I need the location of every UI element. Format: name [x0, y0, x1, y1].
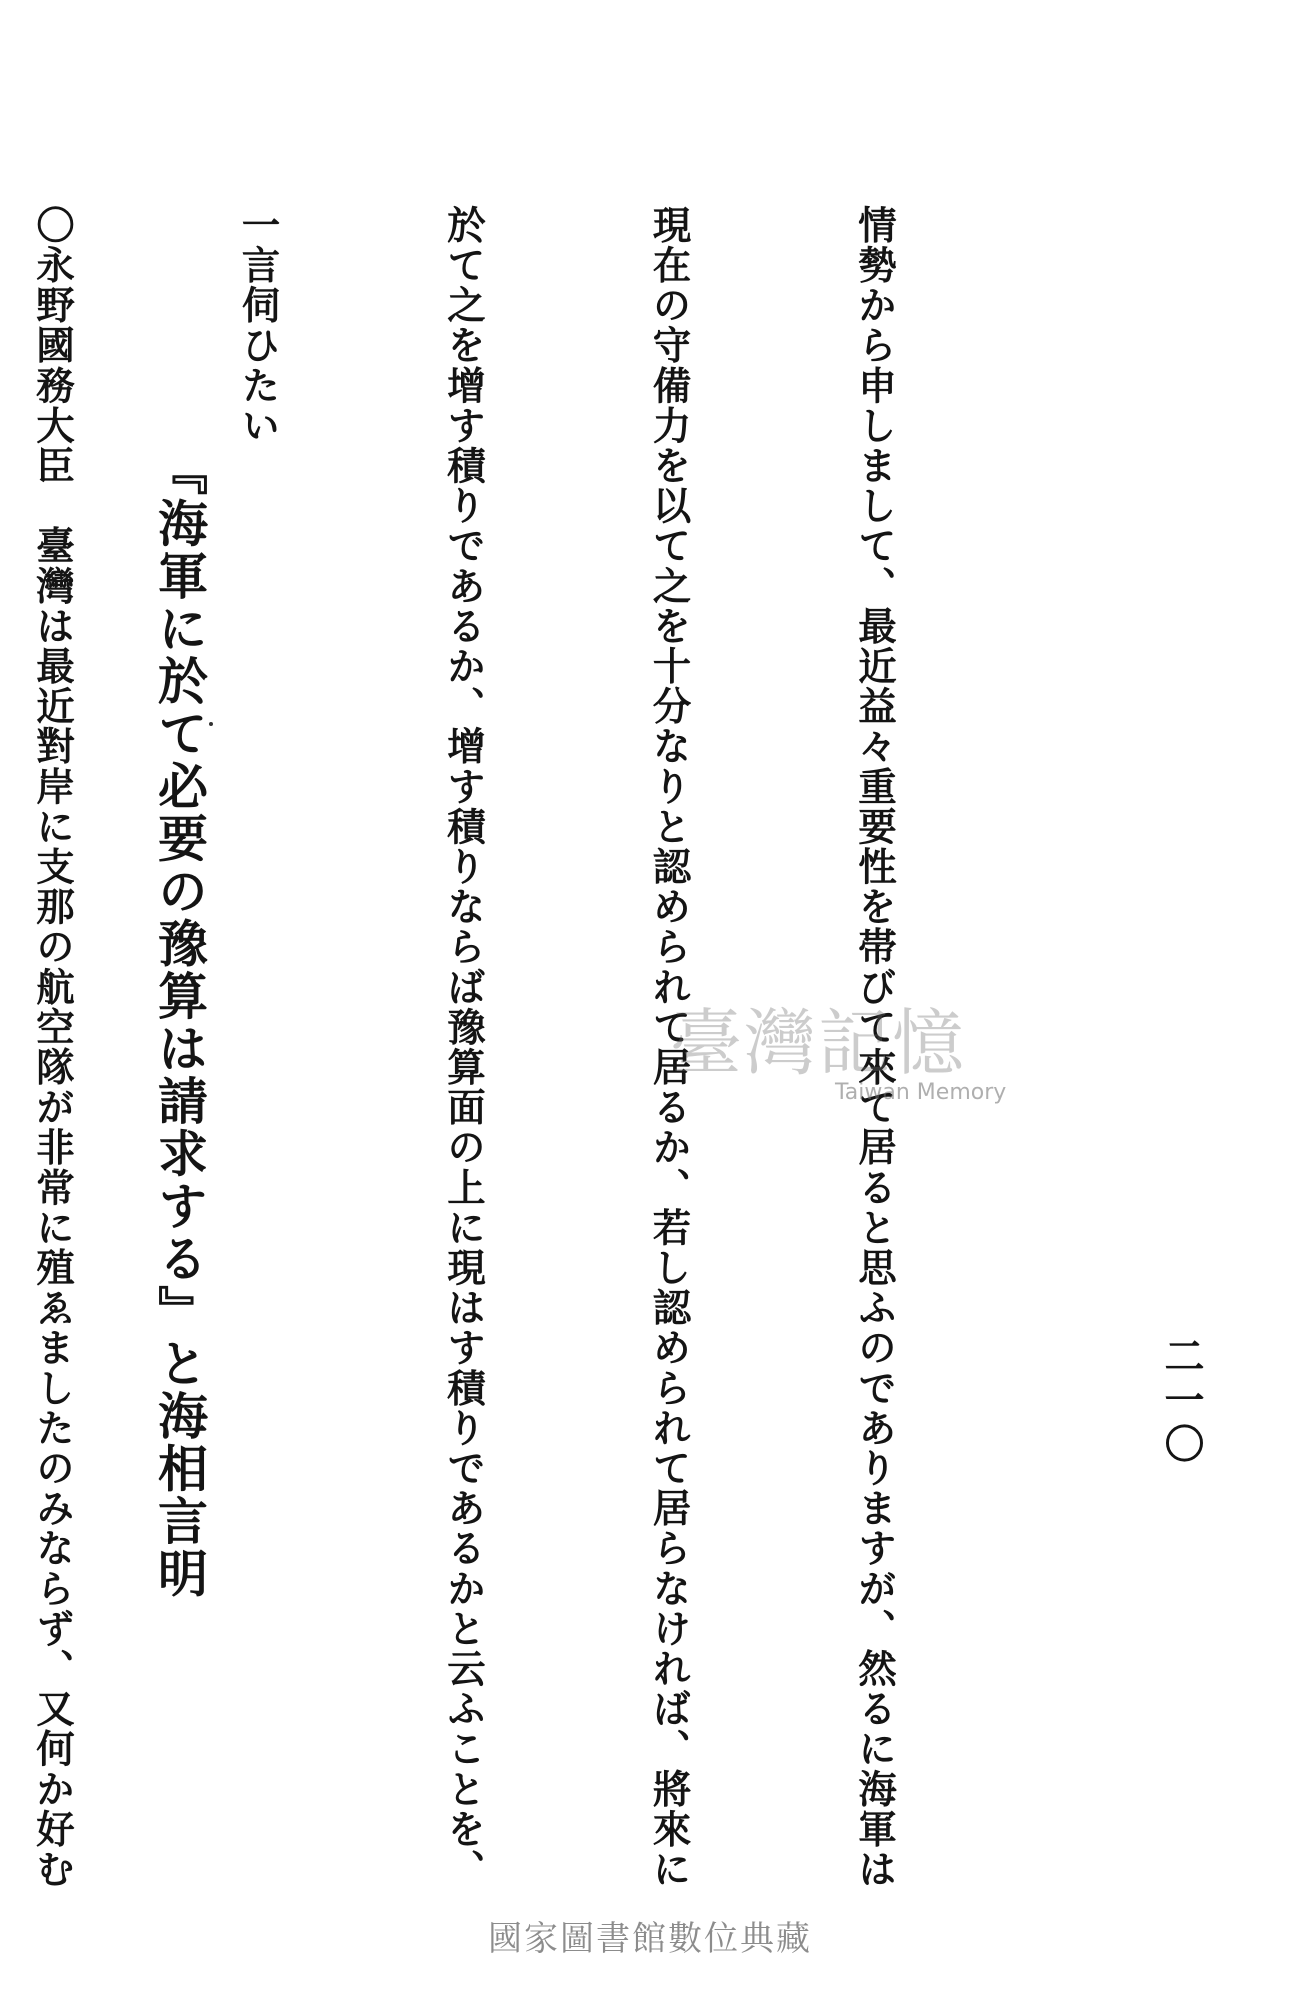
text-line: [634, 205, 703, 1890]
line-text: 臺灣は最近對岸に支那の航空隊が非常に殖ゑましたのみならず、又何か好む: [30, 485, 75, 1890]
text-line: [223, 205, 292, 1865]
line-text: 情勢から申しまして、最近益々重要性を帯びて來て居ると思ふのでありますが、然るに海軍は: [852, 205, 897, 1890]
footer-credit: 國家圖書館數位典藏: [488, 1919, 812, 1959]
line-text: 於て之を增す積りであるか、增す積りならば豫算面の上に現はす積りであるかと云ふことを、: [441, 205, 486, 1890]
text-line: [18, 205, 87, 1890]
page-number: 二一〇: [1158, 1335, 1205, 1467]
watermark-title: 臺灣記憶: [670, 1001, 967, 1085]
watermark-subtitle: Taiwan Memory: [835, 1080, 1007, 1105]
text-line: [840, 205, 909, 1890]
line-text: 現在の守備力を以て之を十分なりと認められて居るか、若し認められて居らなければ、將來に: [646, 205, 692, 1890]
text-line: [429, 205, 498, 1890]
headline: 『海軍に於て必要の豫算は請求する』と海相言明: [150, 445, 209, 1600]
speaker-label: 〇永野國務大臣: [30, 205, 75, 486]
line-text: 一言伺ひたい: [235, 205, 281, 446]
